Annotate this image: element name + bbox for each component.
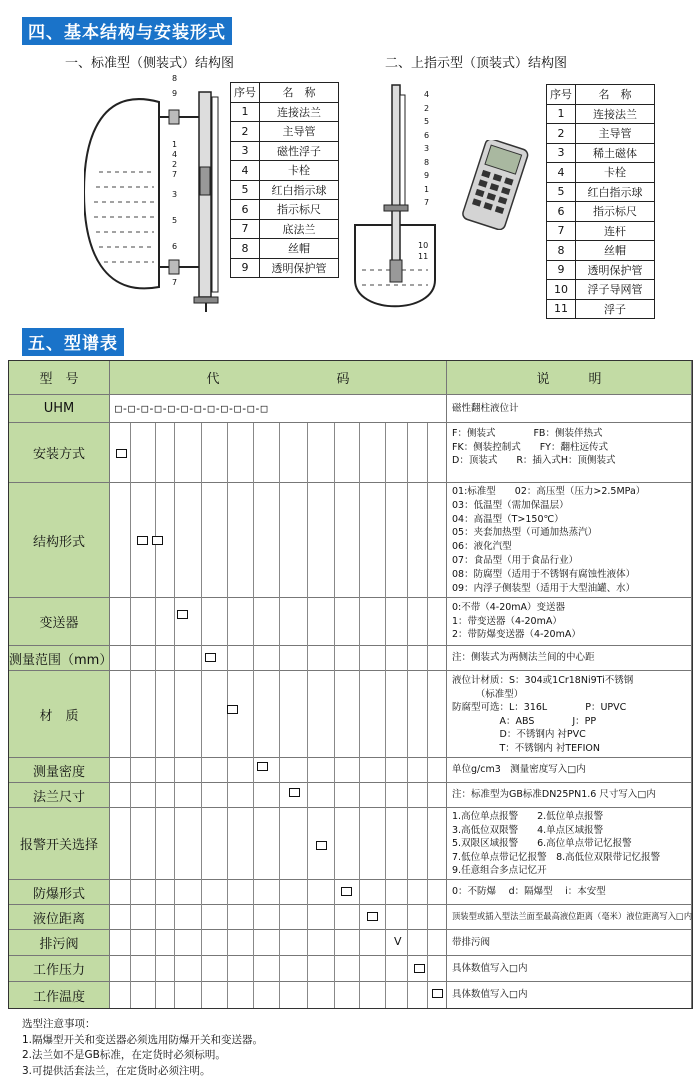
code-box-transmitter	[177, 610, 188, 619]
row-label-alarm: 报警开关选择	[9, 808, 110, 880]
note-item: 2.法兰如不是GB标准，在定货时必须标明。	[22, 1049, 226, 1061]
code-box-pressure	[414, 964, 425, 973]
code-box-range	[205, 653, 216, 662]
table2-header-no: 序号	[547, 85, 576, 105]
desc-temperature: 具体数值写入□内	[452, 989, 528, 1000]
desc-transmitter: 0:不带（4-20mA）变送器 1：带变送器（4-20mA） 2：带防爆变送器（4-20mA）	[452, 602, 581, 640]
fig1-callout-group-mid: 1 4 2 7	[172, 140, 178, 179]
table-row: 6 指示标尺	[231, 200, 339, 220]
parts-table-top-mount	[546, 84, 655, 319]
section4-title: 四、基本结构与安装形式	[22, 17, 232, 45]
table-row: 7 底法兰	[231, 219, 339, 239]
fig1-title: 一、标准型（侧装式）结构图	[65, 56, 235, 71]
table2-header-name: 名 称	[576, 85, 655, 105]
table-row: 6 指示标尺	[547, 202, 655, 222]
code-box-structure-b	[152, 536, 163, 545]
code-box-density	[257, 762, 268, 771]
table-row: 2 主导管	[231, 122, 339, 142]
table1-header-no: 序号	[231, 83, 260, 103]
desc-density: 单位g/cm3 测量密度写入□内	[452, 764, 586, 775]
table-row: 3 稀土磁体	[547, 143, 655, 163]
row-label-density: 测量密度	[9, 758, 110, 783]
header-code: 代 码	[110, 361, 447, 395]
desc-distance: 顶装型或插入型法兰面至最高液位距离（毫米）液位距离写入□内	[452, 911, 693, 921]
fig1-callout-bottom: 7	[172, 278, 178, 287]
selection-notes	[22, 1017, 263, 1079]
row-label-explosion: 防爆形式	[9, 880, 110, 905]
handheld-communicator-image	[455, 140, 533, 230]
table-row: 8 丝帽	[231, 239, 339, 259]
note-item: 3.可提供活套法兰，在定货时必须注明。	[22, 1064, 211, 1077]
desc-drain: 带排污阀	[452, 937, 491, 948]
table-row: 9 透明保护管	[231, 258, 339, 278]
table-row: 1 连接法兰	[547, 104, 655, 124]
fig1-callout-group-top: 8 9	[172, 74, 178, 98]
notes-title: 选型注意事项：	[22, 1018, 96, 1030]
parts-table-side-mount	[230, 82, 339, 278]
fig2-title: 二、上指示型（顶装式）结构图	[385, 56, 568, 71]
table-row: 7 连杆	[547, 221, 655, 241]
header-model: 型 号	[9, 361, 110, 395]
row-label-material: 材 质	[9, 671, 110, 758]
row-label-structure: 结构形式	[9, 483, 110, 598]
code-box-explosion	[341, 887, 352, 896]
model-name: UHM	[9, 395, 110, 423]
header-explain: 说 明	[447, 361, 692, 395]
code-box-temperature	[432, 989, 443, 998]
side-mount-structure-drawing	[84, 72, 229, 312]
table-row: 3 磁性浮子	[231, 141, 339, 161]
desc-explosion: 0：不防爆 d：隔爆型 i：本安型	[452, 886, 606, 897]
code-box-material	[227, 705, 238, 714]
row-label-pressure: 工作压力	[9, 956, 110, 982]
note-item: 1.隔爆型开关和变送器必须选用防爆开关和变送器。	[22, 1033, 264, 1046]
desc-alarm: 1.高位单点报警 2.低位单点报警 3.高低位双限警 4.单点区域报警 5.双限区域报警 6.高位单点带记忆报警 7.低位单点带记忆报警 8.高低位双限带记忆报警 9.任意组合多点记忆开	[452, 811, 661, 876]
table-row: 4 卡栓	[547, 163, 655, 183]
table-row: 5 红白指示球	[547, 182, 655, 202]
code-box-install	[116, 449, 127, 458]
code-box-alarm	[316, 841, 327, 850]
table1-header-name: 名 称	[260, 83, 339, 103]
model-spec-table	[8, 360, 693, 1009]
desc-pressure: 具体数值写入□内	[452, 963, 528, 974]
code-pattern-cell	[110, 395, 447, 423]
code-box-distance	[367, 912, 378, 921]
code-pattern: □-□-□-□-□-□-□-□-□-□-□-□	[115, 402, 268, 415]
table-row: 1 连接法兰	[231, 102, 339, 122]
desc-structure: 01:标准型 02：高压型（压力>2.5MPa） 03：低温型（需加保温层） 04：高温型（T>150℃） 05：夹套加热型（可通加热蒸汽） 06：液化汽型 07：食品型（用于食品行业） 08：防腐型（适用于不锈钢有腐蚀性液体） 09：内浮子侧装型（适用于大型油罐、水）	[452, 486, 646, 594]
table-row: 10 浮子导网管	[547, 280, 655, 300]
valve-mark: V	[394, 935, 402, 948]
table-row: 9 透明保护管	[547, 260, 655, 280]
fig2-callout-group: 4 2 5 6 3 8 9 1 7	[424, 90, 430, 207]
top-mount-structure-drawing	[340, 80, 445, 325]
row-label-temperature: 工作温度	[9, 982, 110, 1008]
model-desc: 磁性翻柱液位计	[452, 403, 519, 414]
table-row: 11 浮子	[547, 299, 655, 319]
row-label-range: 测量范围（mm）	[9, 646, 110, 671]
row-label-drain: 排污阀	[9, 930, 110, 956]
section5-title: 五、型谱表	[22, 328, 124, 356]
table-row: 5 红白指示球	[231, 180, 339, 200]
code-box-structure-a	[137, 536, 148, 545]
row-label-flange: 法兰尺寸	[9, 783, 110, 808]
row-label-transmitter: 变送器	[9, 598, 110, 646]
fig2-callout-group-low: 10 11	[418, 241, 429, 261]
row-label-install: 安装方式	[9, 423, 110, 483]
desc-install: F：侧装式 FB：侧装伴热式 FK：侧装控制式 FY：翻柱远传式 D：顶装式 R：插入式H：顶侧装式	[452, 428, 616, 466]
table-row: 4 卡栓	[231, 161, 339, 181]
desc-material: 液位计材质：S：304或1Cr18Ni9Ti不锈钢 （标准型） 防腐型可选：L：316L P：UPVC A：ABS J：PP D：不锈钢内 衬PVC T：不锈钢内 衬TEFION	[452, 675, 634, 754]
table-row: 8 丝帽	[547, 241, 655, 261]
desc-flange: 注：标准型为GB标准DN25PN1.6 尺寸写入□内	[452, 789, 656, 800]
table-row: 2 主导管	[547, 124, 655, 144]
row-label-distance: 液位距离	[9, 905, 110, 930]
fig1-callout-group-low: 3 5 6	[172, 190, 178, 251]
code-box-flange	[289, 788, 300, 797]
desc-range: 注：侧装式为两侧法兰间的中心距	[452, 652, 595, 663]
